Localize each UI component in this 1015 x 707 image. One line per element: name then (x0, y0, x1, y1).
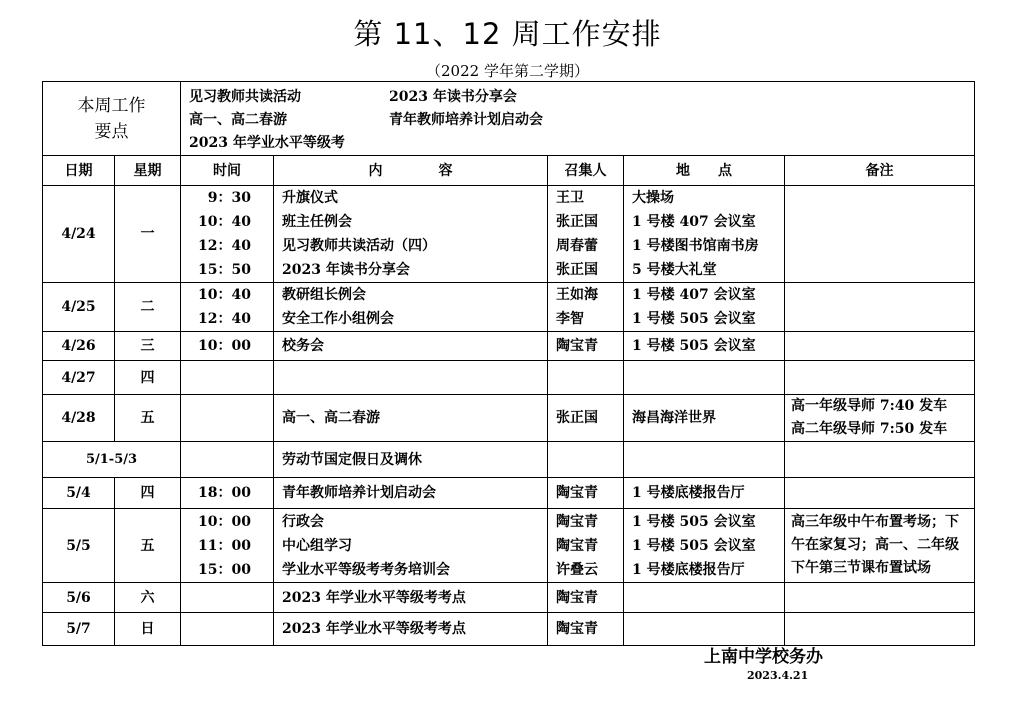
header-weekday: 星期 (115, 156, 181, 186)
time-cell (181, 395, 274, 442)
header-convener: 召集人 (548, 156, 624, 186)
content-cell-line: 教研组长例会 (282, 287, 366, 303)
key-points-label: 本周工作要点 (43, 82, 181, 156)
place-cell (624, 583, 785, 613)
content-cell-line: 班主任例会 (282, 214, 352, 230)
remark-line: 高一年级导师 7:40 发车 (791, 398, 948, 414)
header-time: 时间 (181, 156, 274, 186)
content-cell-line: 安全工作小组例会 (282, 311, 394, 327)
place-cell-line: 1 号楼 407 会议室 (632, 214, 756, 230)
remark-cell (785, 395, 975, 442)
content-cell (274, 395, 548, 442)
weekday-cell: 二 (115, 283, 181, 332)
time-cell-line: 10：00 (198, 338, 251, 354)
key-point-item: 高一、高二春游 (189, 112, 287, 128)
place-cell-line: 海昌海洋世界 (632, 410, 716, 426)
table-header-row (43, 156, 975, 186)
convener-cell (548, 509, 624, 583)
time-cell (181, 478, 274, 509)
date-cell: 5/6 (43, 583, 115, 613)
time-cell-line: 12：40 (198, 311, 251, 327)
convener-cell-line: 张正国 (556, 410, 598, 426)
place-cell (624, 283, 785, 332)
time-cell-line: 15：50 (198, 262, 251, 278)
place-cell (624, 186, 785, 283)
convener-cell-line: 陶宝青 (556, 537, 598, 554)
key-point-row (189, 86, 974, 109)
convener-cell (548, 186, 624, 283)
weekday-cell: 四 (115, 478, 181, 509)
time-cell-line: 10：40 (198, 287, 251, 303)
table-row (43, 509, 975, 583)
place-cell-line: 大操场 (632, 190, 674, 206)
table-row (43, 442, 975, 478)
place-cell (624, 361, 785, 395)
place-cell-line: 1 号楼 505 会议室 (632, 513, 756, 530)
weekday-cell: 四 (115, 361, 181, 395)
content-cell-line: 中心组学习 (282, 537, 352, 554)
place-cell-line: 1 号楼底楼报告厅 (632, 561, 745, 578)
date-cell: 4/28 (43, 395, 115, 442)
time-cell (181, 332, 274, 361)
key-point-item: 见习教师共读活动 (189, 89, 301, 105)
date-cell: 4/24 (43, 186, 115, 283)
time-cell-line (181, 448, 273, 472)
content-cell (274, 478, 548, 509)
convener-cell-line: 张正国 (556, 262, 598, 278)
key-point-row (189, 132, 974, 155)
place-cell-line (632, 586, 784, 610)
content-cell (274, 186, 548, 283)
time-cell-line: 12：40 (198, 238, 251, 254)
content-cell (274, 283, 548, 332)
content-cell-line: 升旗仪式 (282, 190, 338, 206)
remark-cell (785, 583, 975, 613)
key-points-row (43, 82, 975, 156)
date-cell: 4/26 (43, 332, 115, 361)
remark-cell (785, 613, 975, 646)
place-cell-line (632, 617, 784, 641)
content-cell-line: 行政会 (282, 513, 324, 530)
date-cell: 4/27 (43, 361, 115, 395)
key-point-item: 2023 年读书分享会 (389, 89, 517, 105)
content-cell-line: 校务会 (282, 338, 324, 354)
place-cell (624, 332, 785, 361)
weekday-cell: 六 (115, 583, 181, 613)
header-place: 地 点 (624, 156, 785, 186)
content-cell (274, 442, 548, 478)
table-row (43, 395, 975, 442)
place-cell-line: 1 号楼底楼报告厅 (632, 485, 745, 501)
convener-cell (548, 583, 624, 613)
weekday-cell: 三 (115, 332, 181, 361)
content-cell-line: 2023 年学业水平等级考考点 (282, 589, 466, 606)
remark-cell: 高三年级中午布置考场；下午在家复习；高一、二年级下午第三节课布置试场 (785, 509, 975, 583)
convener-cell (548, 332, 624, 361)
date-cell: 5/4 (43, 478, 115, 509)
content-cell-line: 高一、高二春游 (282, 410, 380, 426)
place-cell (624, 509, 785, 583)
time-cell-line: 15：00 (198, 561, 251, 578)
key-point-item: 青年教师培养计划启动会 (389, 112, 543, 128)
convener-cell (548, 478, 624, 509)
convener-cell-line: 陶宝青 (556, 513, 598, 530)
convener-cell-line: 王如海 (556, 287, 598, 303)
convener-cell-line: 李智 (556, 311, 584, 327)
date-cell: 5/1-5/3 (43, 442, 181, 478)
weekday-cell: 一 (115, 186, 181, 283)
place-cell-line: 1 号楼 505 会议室 (632, 537, 756, 554)
content-cell-line: 2023 年学业水平等级考考点 (282, 621, 466, 637)
convener-cell-line: 陶宝青 (556, 589, 598, 606)
time-cell-line: 10：40 (198, 214, 251, 230)
table-row (43, 361, 975, 395)
schedule-table (42, 81, 975, 646)
table-row (43, 613, 975, 646)
weekday-cell: 五 (115, 509, 181, 583)
convener-cell-line: 陶宝青 (556, 621, 598, 637)
page-subtitle: （2022 学年第二学期） (426, 62, 589, 80)
remark-cell (785, 361, 975, 395)
time-cell-line: 11：00 (198, 537, 251, 554)
place-cell-line: 1 号楼 505 会议室 (632, 311, 756, 327)
convener-cell-line: 周春蕾 (556, 238, 598, 254)
header-content: 内 容 (274, 156, 548, 186)
time-cell-line: 10：00 (198, 513, 251, 530)
convener-cell (548, 613, 624, 646)
remark-cell (785, 332, 975, 361)
remark-cell (785, 283, 975, 332)
remark-cell (785, 186, 975, 283)
place-cell (624, 442, 785, 478)
content-cell (274, 361, 548, 395)
content-cell-line: 2023 年读书分享会 (282, 262, 410, 278)
key-points-list (181, 82, 975, 156)
time-cell-line (181, 406, 273, 430)
content-cell-line: 青年教师培养计划启动会 (282, 485, 436, 501)
convener-cell-line: 陶宝青 (556, 338, 598, 354)
issuer-office: 上南中学校务办 (704, 647, 823, 667)
remark-line: 高二年级导师 7:50 发车 (791, 421, 948, 437)
convener-cell (548, 361, 624, 395)
time-cell-line (181, 617, 273, 641)
time-cell (181, 509, 274, 583)
page-title: 第 11、12 周工作安排 (353, 17, 662, 51)
remark-cell (785, 478, 975, 509)
time-cell (181, 442, 274, 478)
place-cell-line: 1 号楼 505 会议室 (632, 338, 756, 354)
content-cell-line: 学业水平等级考考务培训会 (282, 561, 450, 578)
convener-cell-line: 王卫 (556, 190, 584, 206)
place-cell (624, 613, 785, 646)
content-cell (274, 583, 548, 613)
place-cell-line: 1 号楼 407 会议室 (632, 287, 756, 303)
content-cell (274, 613, 548, 646)
time-cell (181, 283, 274, 332)
table-row (43, 186, 975, 283)
key-point-row (189, 109, 974, 132)
convener-cell-line: 陶宝青 (556, 485, 598, 501)
header-remark: 备注 (785, 156, 975, 186)
convener-cell-line (556, 448, 623, 472)
content-cell-line: 劳动节国定假日及调休 (282, 451, 422, 468)
place-cell (624, 395, 785, 442)
table-row (43, 332, 975, 361)
time-cell (181, 361, 274, 395)
table-row (43, 478, 975, 509)
time-cell (181, 613, 274, 646)
weekday-cell: 五 (115, 395, 181, 442)
date-cell: 4/25 (43, 283, 115, 332)
convener-cell-line: 许叠云 (556, 561, 598, 578)
convener-cell (548, 442, 624, 478)
time-cell-line: 18：00 (198, 485, 251, 501)
header-date: 日期 (43, 156, 115, 186)
table-row (43, 583, 975, 613)
time-cell (181, 186, 274, 283)
time-cell-line: 9：30 (207, 190, 251, 206)
convener-cell-line: 张正国 (556, 214, 598, 230)
date-cell: 5/5 (43, 509, 115, 583)
place-cell-line: 5 号楼大礼堂 (632, 262, 717, 278)
time-cell-line (181, 586, 273, 610)
issue-date: 2023.4.21 (747, 669, 809, 682)
date-cell: 5/7 (43, 613, 115, 646)
weekday-cell: 日 (115, 613, 181, 646)
remark-cell (785, 442, 975, 478)
content-cell-line: 见习教师共读活动（四） (282, 238, 436, 254)
content-cell (274, 509, 548, 583)
key-point-item: 2023 年学业水平等级考 (189, 135, 345, 151)
place-cell-line (632, 448, 784, 472)
place-cell-line: 1 号楼图书馆南书房 (632, 238, 759, 254)
convener-cell (548, 395, 624, 442)
table-row (43, 283, 975, 332)
place-cell (624, 478, 785, 509)
time-cell (181, 583, 274, 613)
convener-cell (548, 283, 624, 332)
content-cell (274, 332, 548, 361)
